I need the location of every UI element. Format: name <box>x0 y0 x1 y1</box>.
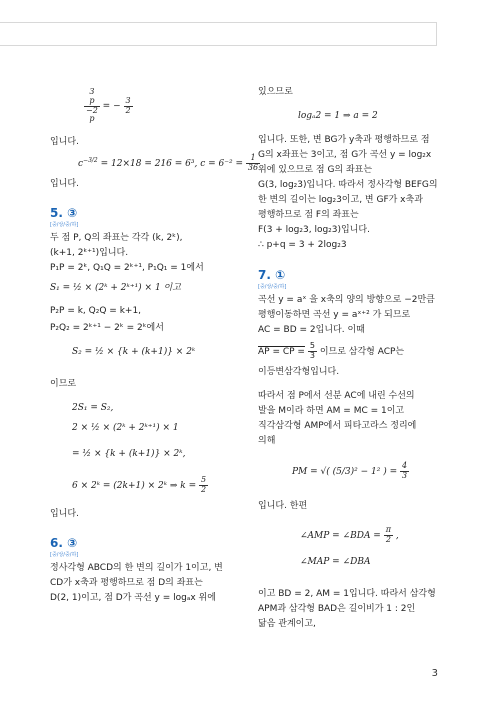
text-line: ∴ p+q = 3 + 2log₂3 <box>258 240 347 250</box>
k-frac-d: 2 <box>201 484 207 494</box>
text-line: 닮음 관계이고, <box>258 619 316 629</box>
text-line: G의 x좌표는 3이고, 점 G가 곡선 y = log₂x <box>258 150 432 160</box>
ap-cp-text: AP = CP = <box>258 346 305 357</box>
text-line: 정사각형 ABCD의 한 변의 길이가 1이고, 변 <box>50 563 223 573</box>
equation-line: 2S₁ = S₂, <box>72 403 114 413</box>
frac-result-n: 3 <box>125 95 131 105</box>
text-line: 평행이동하면 곡선 y = aˣ⁺² 가 되므로 <box>258 310 411 320</box>
ap-cp-suffix: 이므로 삼각형 ACP는 <box>319 346 405 357</box>
text-line: 곡선 y = aˣ 을 x축의 양의 방향으로 −2만큼 <box>258 295 435 305</box>
equation-line: logₐ2 = 1 ⇒ a = 2 <box>298 111 378 121</box>
text-line: P₂P = k, Q₂Q = k+1, <box>50 306 142 316</box>
pm-text: PM = √( (5/3)² − 1² ) = <box>292 466 398 477</box>
frac-top: 3 <box>89 87 95 96</box>
section-5-tag: [중/상/중/하] <box>50 222 79 228</box>
section-7-tag: [중/상/중/하] <box>258 284 287 290</box>
text-line: 이등변삼각형입니다. <box>258 367 340 377</box>
text-line: 발을 M이라 하면 AM = MC = 1이고 <box>258 406 405 416</box>
text-line: 입니다. 또한, 변 BG가 y축과 평행하므로 점 <box>258 135 430 145</box>
pm-frac-d: 3 <box>402 470 408 480</box>
text-line: G(3, log₂3)입니다. 따라서 정사각형 BEFG의 <box>258 180 438 190</box>
ap-frac-d: 3 <box>309 350 315 360</box>
text-line: CD가 x축과 평행하므로 점 D의 좌표는 <box>50 578 203 588</box>
text-line: (k+1, 2ᵏ⁺¹)입니다. <box>50 248 129 258</box>
text-line: 있으므로 <box>258 87 293 97</box>
text-line: 이고 BD = 2, AM = 1입니다. 따라서 삼각형 <box>258 589 436 599</box>
text-line: APM과 삼각형 BAD은 길이비가 1 : 2인 <box>258 604 416 614</box>
text-line: 평행하므로 점 F의 좌표는 <box>258 210 359 220</box>
equation-s1: S₁ = ½ × (2ᵏ + 2ᵏ⁺¹) × 1 이고 <box>50 283 181 293</box>
text-line: 입니다. 한편 <box>258 501 308 511</box>
text-line: 입니다. <box>50 179 79 189</box>
pm-equation <box>292 462 409 481</box>
text-line: F(3 + log₂3, log₂3)입니다. <box>258 225 370 235</box>
section-7-heading: 7. ① <box>258 268 286 282</box>
equation-s2: S₂ = ½ × {k + (k+1)} × 2ᵏ <box>72 347 196 357</box>
angle-frac-n: π <box>385 525 391 534</box>
c-var: c <box>78 158 84 169</box>
text-line: 입니다. <box>50 509 79 519</box>
c-frac-d: 36 <box>247 162 259 172</box>
equation-k <box>72 476 208 495</box>
text-line: D(2, 1)이고, 점 D가 곡선 y = logₐx 위에 <box>50 593 216 603</box>
ap-cp-line <box>258 342 404 361</box>
text-line: 의해 <box>258 436 276 446</box>
text-line: 위에 있으므로 점 G의 좌표는 <box>258 165 373 175</box>
angle-frac-d: 2 <box>385 534 391 544</box>
equation-k-text: 6 × 2ᵏ = (2k+1) × 2ᵏ ⇒ k = <box>72 480 197 491</box>
c-exponent: −3/2 <box>83 156 98 164</box>
frac-p2: p <box>89 114 95 124</box>
text-line: 두 점 P, Q의 좌표는 각각 (k, 2ᵏ), <box>50 233 183 243</box>
frac-neg2: −2 <box>86 105 98 115</box>
equation-line: 2 × ½ × (2ᵏ + 2ᵏ⁺¹) × 1 <box>72 423 179 433</box>
text-line: 입니다. <box>50 137 79 147</box>
angle-equation <box>300 526 399 545</box>
text-line: P₂Q₂ = 2ᵏ⁺¹ − 2ᵏ = 2ᵏ에서 <box>50 323 164 333</box>
text-line: 직각삼각형 AMP에서 피타고라스 정리에 <box>258 421 417 431</box>
k-frac-n: 5 <box>201 475 207 484</box>
equation-line: = ½ × {k + (k+1)} × 2ᵏ, <box>72 449 186 459</box>
frac-result-lhs: = − <box>102 101 121 112</box>
page-number: 3 <box>431 668 438 679</box>
text-line: AC = BD = 2입니다. 이때 <box>258 325 365 335</box>
angle-comma: , <box>395 530 399 541</box>
frac-p1: p <box>89 95 95 105</box>
nested-fraction <box>84 88 133 124</box>
c-frac-n: 1 <box>246 154 260 164</box>
angle-equation-2: ∠MAP = ∠DBA <box>300 557 371 567</box>
text-line: 이므로 <box>50 379 77 389</box>
section-6-tag: [중/상/중/하] <box>50 552 79 558</box>
c-expression: = 12×18 = 216 = 6³, c = 6⁻² = <box>100 158 244 169</box>
pm-frac-n: 4 <box>402 461 408 470</box>
frac-result-d: 2 <box>125 105 131 115</box>
angle-text: ∠AMP = ∠BDA = <box>300 530 381 541</box>
text-line: P₁P = 2ᵏ, Q₁Q = 2ᵏ⁺¹, P₁Q₁ = 1에서 <box>50 263 204 273</box>
c-equation <box>78 154 260 173</box>
section-5-heading: 5. ③ <box>50 206 78 220</box>
section-6-heading: 6. ③ <box>50 536 78 550</box>
ap-frac-n: 5 <box>309 341 315 350</box>
text-line: 따라서 점 P에서 선분 AC에 내린 수선의 <box>258 391 415 401</box>
text-line: 한 변의 길이는 log₂3이고, 변 GF가 x축과 <box>258 195 423 205</box>
header-bar <box>0 22 437 46</box>
